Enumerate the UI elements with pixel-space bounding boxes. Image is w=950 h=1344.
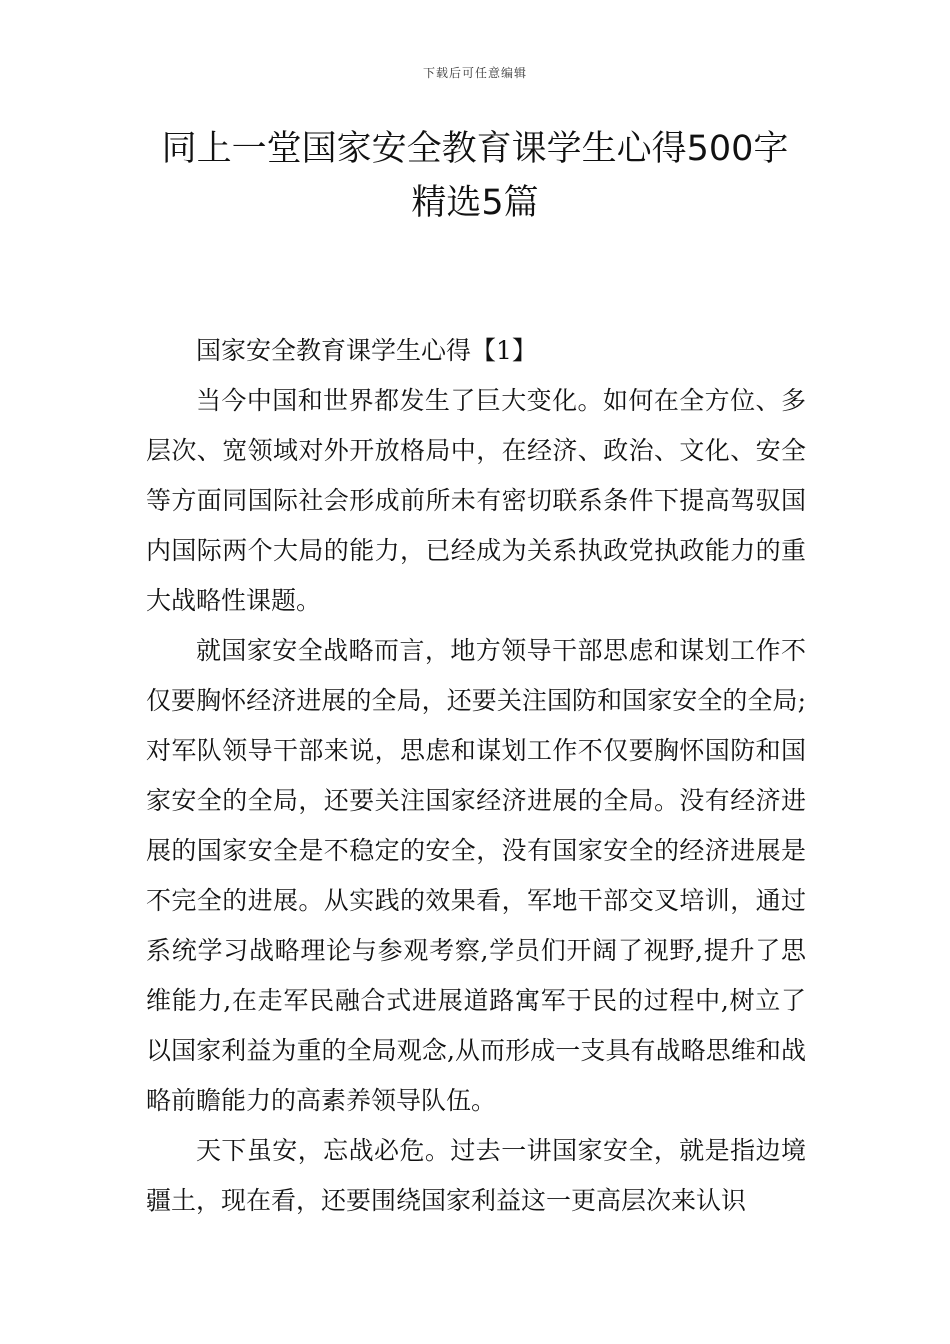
- paragraph-1: 当今中国和世界都发生了巨大变化。如何在全方位、多层次、宽领域对外开放格局中，在经济、政治、文化、安全等方面同国际社会形成前所未有密切联系条件下提高驾驭国内国际两个大局的能力，已经成为关系执政党执政能力的重大战略性课题。: [146, 386, 806, 615]
- paragraph-3: 天下虽安，忘战必危。过去一讲国家安全，就是指边境疆土，现在看，还要围绕国家利益这一更高层次来认识: [146, 1136, 806, 1215]
- header-note: 下载后可任意编辑: [422, 66, 527, 80]
- section-heading: 国家安全教育课学生心得【1】: [196, 336, 537, 365]
- document-title: [120, 122, 830, 230]
- document-body: [146, 326, 806, 1226]
- title-line-2: 精选5篇: [411, 183, 539, 223]
- paragraph-2: 就国家安全战略而言，地方领导干部思虑和谋划工作不仅要胸怀经济进展的全局，还要关注国防和国家安全的全局;对军队领导干部来说，思虑和谋划工作不仅要胸怀国防和国家安全的全局，还要关注国家经济进展的全局。没有经济进展的国家安全是不稳定的安全，没有国家安全的经济进展是不完全的进展。从实践的效果看，军地干部交叉培训，通过系统学习战略理论与参观考察,学员们开阔了视野,提升了思维能力,在走军民融合式进展道路寓军于民的过程中,树立了以国家利益为重的全局观念,从而形成一支具有战略思维和战略前瞻能力的高素养领导队伍。: [146, 636, 806, 1115]
- title-line-1: 同上一堂国家安全教育课学生心得500字: [161, 129, 789, 169]
